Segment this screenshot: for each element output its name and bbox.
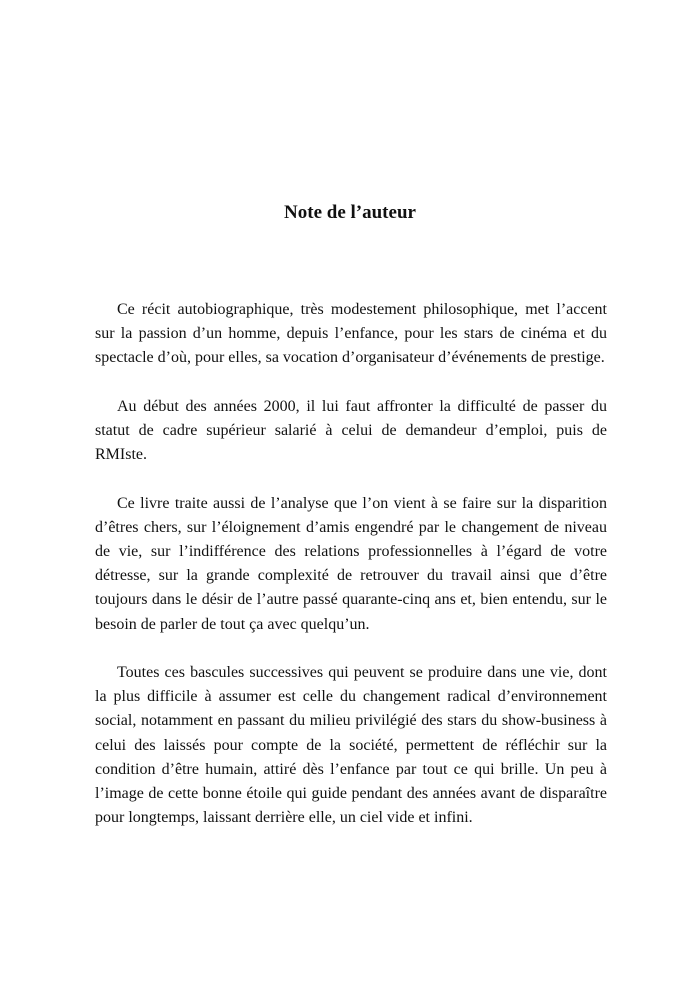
paragraph-3: Ce livre traite aussi de l’analyse que l’on vient à se faire sur la disparition d’êtres chers, sur l’éloignement d’amis engendré par le changement de niveau de vie, sur l’indifférence des relations professionnelles à l’égard de votre détresse, sur la grande complexité de retrouver du travail ainsi que d’être toujours dans le désir de l’autre passé quarante-cinq ans et, bien entendu, sur le besoin de parler de tout ça avec quelqu’un.: [95, 494, 607, 633]
paragraph-1: Ce récit autobiographique, très modestement philosophique, met l’accent sur la passion d’un homme, depuis l’enfance, pour les stars de cinéma et du spectacle d’où, pour elles, sa vocation d’organisateur d’événements de prestige.: [95, 301, 607, 367]
paragraph-4: Toutes ces bascules successives qui peuvent se produire dans une vie, dont la plus difficile à assumer est celle du changement radical d’environnement social, notamment en passant du milieu privilégié des stars du show-business à celui des laissés pour compte de la société, permettent de réfléchir sur la condition d’être humain, attiré dès l’enfance par tout ce qui brille. Un peu à l’image de cette bonne étoile qui guide pendant des années avant de disparaître pour longtemps, laissant derrière elle, un ciel vide et infini.: [95, 664, 607, 827]
paragraph-2: Au début des années 2000, il lui faut affronter la difficulté de passer du statut de cadre supérieur salarié à celui de demandeur d’emploi, puis de RMIste.: [95, 397, 607, 464]
page-title: Note de l’auteur: [284, 202, 416, 223]
author-note-body: [95, 298, 607, 830]
